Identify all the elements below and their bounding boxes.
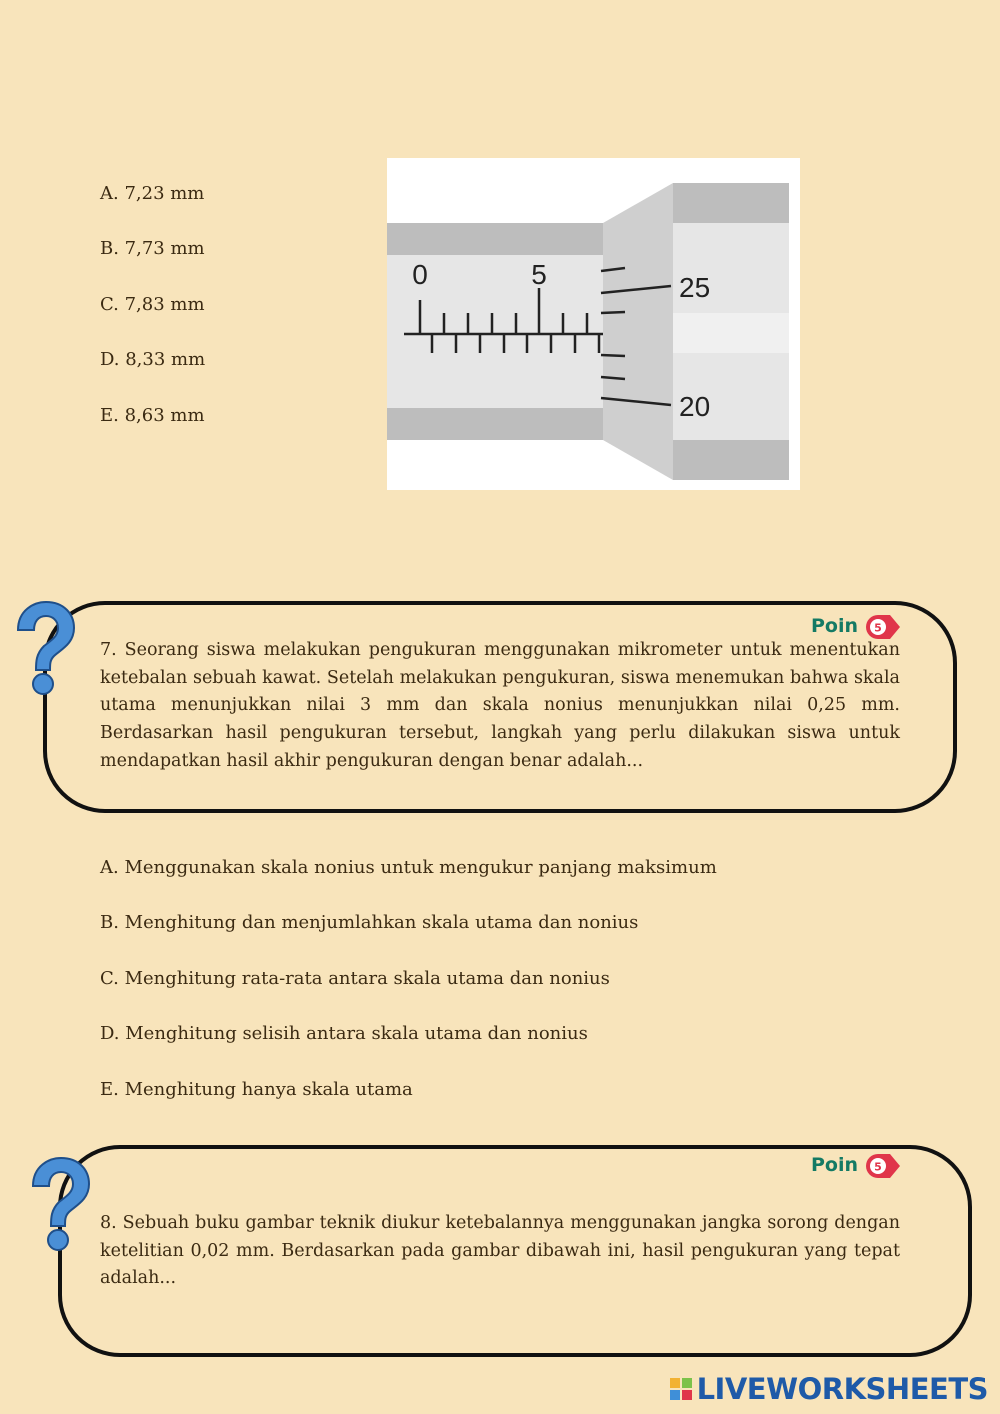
thimble-bottom-band (673, 440, 789, 480)
q7-option-b[interactable]: B. Menghitung dan menjumlahkan skala utama dan nonius (100, 912, 639, 933)
q7-poin (811, 613, 890, 639)
liveworksheets-logo[interactable] (669, 1372, 988, 1406)
thimble-tick (601, 355, 625, 356)
q6-option-a[interactable]: A. 7,23 mm (100, 183, 205, 204)
micrometer-figure (387, 158, 800, 490)
question-8-text: 8. Sebuah buku gambar teknik diukur ketebalannya menggunakan jangka sorong dengan ketelitian 0,02 mm. Berdasarkan pada gambar dibawah ini, hasil pengukuran yang tepat adalah... (100, 1213, 900, 1289)
q7-poin-label: Poin (811, 615, 859, 637)
q7-option-c[interactable]: C. Menghitung rata-rata antara skala utama dan nonius (100, 968, 610, 989)
question-mark-icon (10, 600, 78, 698)
main-label-0: 0 (412, 259, 428, 290)
main-label-5: 5 (531, 259, 547, 290)
q7-option-a[interactable]: A. Menggunakan skala nonius untuk mengukur panjang maksimum (100, 857, 717, 878)
thimble-label-25: 25 (679, 272, 711, 303)
logo-grid-icon (669, 1377, 693, 1401)
thimble-label-20: 20 (679, 391, 711, 422)
thimble-top-band (673, 183, 789, 223)
q8-poin-badge (864, 1152, 890, 1178)
question-7-text: 7. Seorang siswa melakukan pengukuran menggunakan mikrometer untuk menentukan ketebalan sebuah kawat. Setelah melakukan pengukuran, siswa menemukan bahwa skala utama menunjukkan nilai 3 mm dan skala nonius menunjukkan nilai 0,25 mm. Berdasarkan hasil pengukuran tersebut, langkah yang perlu dilakukan siswa untuk mendapatkan hasil akhir pengukuran dengan benar adalah... (100, 640, 900, 771)
q8-poin-label: Poin (811, 1154, 859, 1176)
q8-poin (811, 1152, 890, 1178)
micrometer-drawing (387, 158, 800, 490)
thimble-bevel (603, 183, 673, 480)
q6-option-e[interactable]: E. 8,63 mm (100, 405, 205, 426)
q7-option-e[interactable]: E. Menghitung hanya skala utama (100, 1079, 413, 1100)
thimble-tick (601, 312, 625, 313)
logo-text: LIVEWORKSHEETS (696, 1372, 988, 1406)
thimble-highlight (673, 313, 789, 353)
q8-poin-value: 5 (874, 1160, 882, 1174)
q7-poin-value: 5 (874, 621, 882, 635)
sleeve-bottom-band (387, 408, 603, 440)
q7-poin-badge (864, 613, 890, 639)
sleeve-top-band (387, 223, 603, 255)
q6-option-c[interactable]: C. 7,83 mm (100, 294, 205, 315)
q6-option-b[interactable]: B. 7,73 mm (100, 238, 205, 259)
q7-option-d[interactable]: D. Menghitung selisih antara skala utama dan nonius (100, 1023, 588, 1044)
q6-option-d[interactable]: D. 8,33 mm (100, 349, 206, 370)
question-mark-icon (25, 1156, 93, 1254)
